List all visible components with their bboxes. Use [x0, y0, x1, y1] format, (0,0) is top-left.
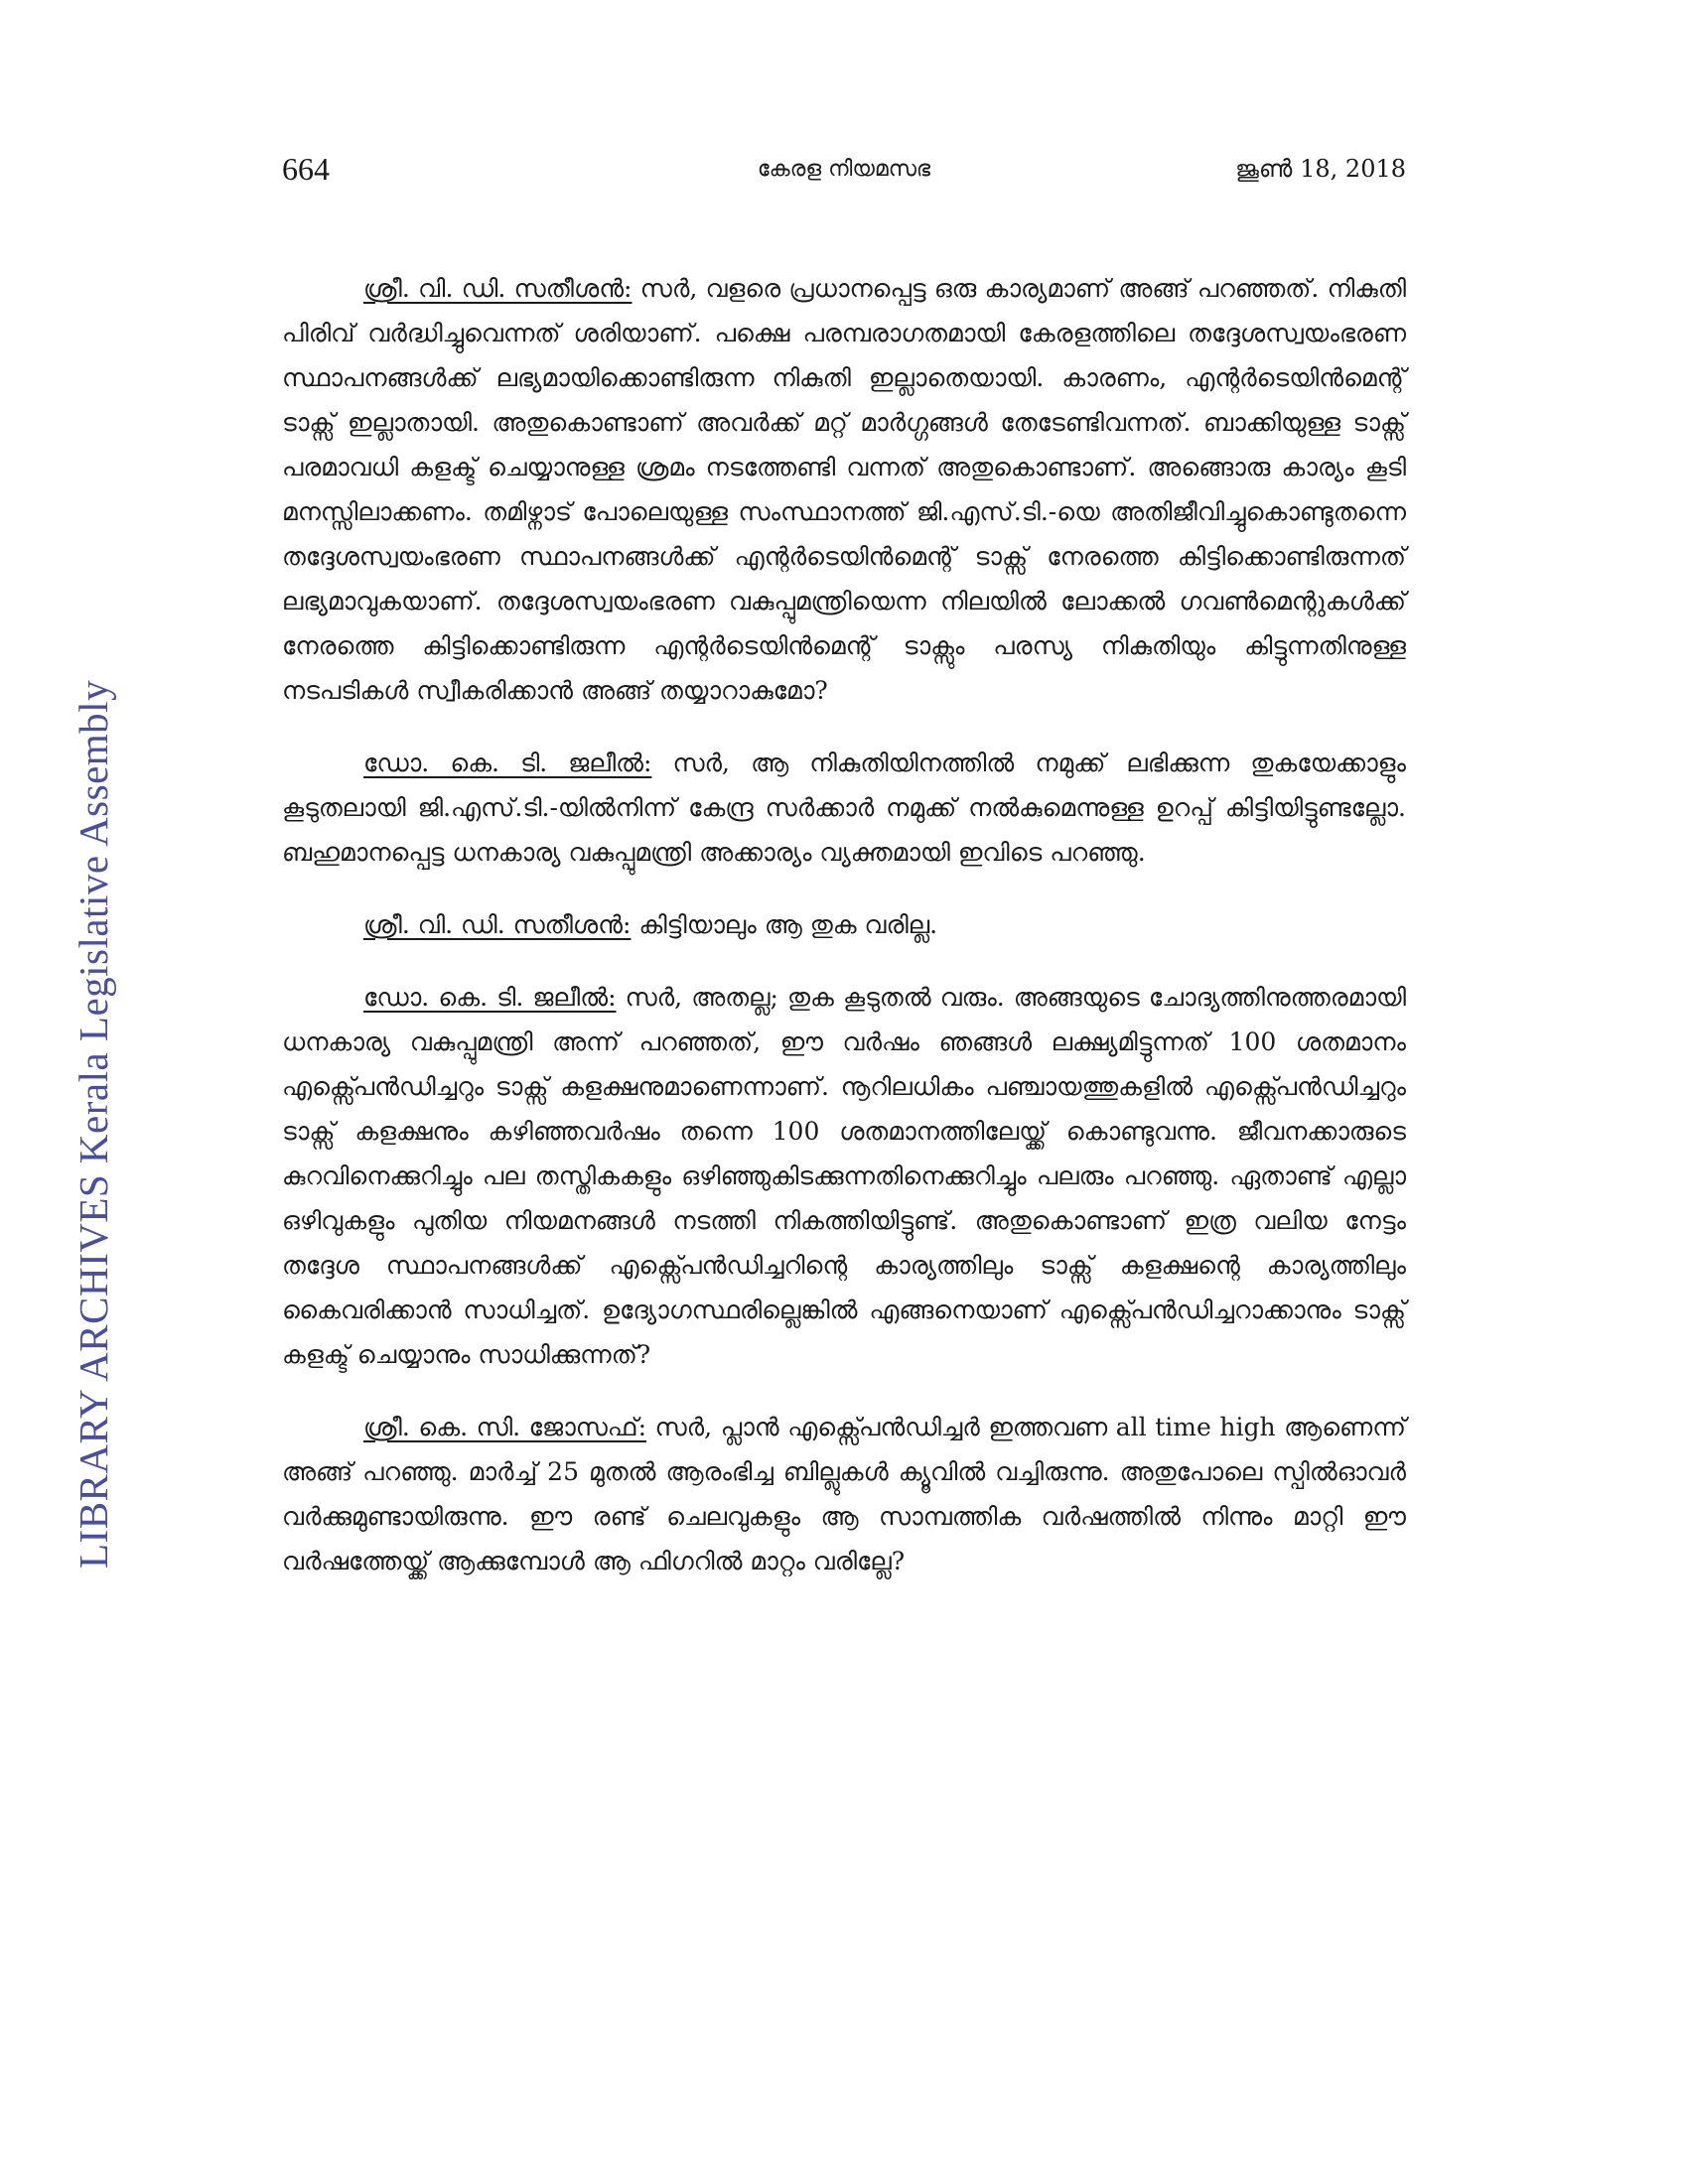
speaker-name: ശ്രീ. കെ. സി. ജോസഫ്: — [363, 1413, 647, 1441]
paragraph — [282, 266, 1406, 713]
speech-text: സർ, പ്ലാൻ എക്സ്പെൻഡിച്ചർ ഇത്തവണ all time high ആണെന്ന് അങ്ങ് പറഞ്ഞു. മാർച്ച് 25 മുതൽ ആരംഭിച്ച ബില്ലുകൾ ക്യൂവിൽ വച്ചിരുന്നു. അതുപോലെ സ്പിൽഓവർ വർക്കുമുണ്ടായിരുന്നു. ഈ രണ്ട് ചെലവുകളും ആ സാമ്പത്തിക വർഷത്തിൽ നിന്നും മാറ്റി ഈ വർഷത്തേയ്ക്ക് ആക്കുമ്പോൾ ആ ഫിഗറിൽ മാറ്റം വരില്ലേ? — [282, 1413, 1406, 1575]
paragraph — [282, 975, 1406, 1377]
speaker-name: ശ്രീ. വി. ഡി. സതീശൻ: — [363, 910, 632, 939]
archive-watermark: LIBRARY ARCHIVES Kerala Legislative Assembly — [70, 679, 116, 1569]
running-title: കേരള നിയമസഭ — [757, 157, 931, 182]
paragraph — [282, 1405, 1406, 1583]
speaker-name: ശ്രീ. വി. ഡി. സതീശൻ: — [363, 274, 633, 303]
page-date: ജൂൺ 18, 2018 — [1235, 155, 1406, 183]
speech-text: സർ, അതല്ല; തുക കൂടുതൽ വരും. അങ്ങയുടെ ചോദ്യത്തിനുത്തരമായി ധനകാര്യ വകുപ്പുമന്ത്രി അന്ന് പറഞ്ഞത്, ഈ വർഷം ഞങ്ങൾ ലക്ഷ്യമിട്ടുന്നത് 100 ശതമാനം എക്സ്പെൻഡിച്ചറും ടാക്സ് കളക്ഷനുമാണെന്നാണ്. നൂറിലധികം പഞ്ചായത്തുകളിൽ എക്സ്പെൻഡിച്ചറും ടാക്സ് കളക്ഷനും കഴിഞ്ഞവർഷം തന്നെ 100 ശതമാനത്തിലേയ്ക്ക് കൊണ്ടുവന്നു. ജീവനക്കാരുടെ കുറവിനെക്കുറിച്ചും പല തസ്തികകളും ഒഴിഞ്ഞുകിടക്കുന്നതിനെക്കുറിച്ചും പലരും പറഞ്ഞു. ഏതാണ്ട് എല്ലാ ഒഴിവുകളും പുതിയ നിയമനങ്ങൾ നടത്തി നികത്തിയിട്ടുണ്ട്. അതുകൊണ്ടാണ് ഇത്ര വലിയ നേട്ടം തദ്ദേശ സ്ഥാപനങ്ങൾക്ക് എക്സ്പെൻഡിച്ചറിന്റെ കാര്യത്തിലും ടാക്സ് കളക്ഷന്റെ കാര്യത്തിലും കൈവരിക്കാൻ സാധിച്ചത്. ഉദ്യോഗസ്ഥരില്ലെങ്കിൽ എങ്ങനെയാണ് എക്സ്പെൻഡിച്ചറാക്കാനും ടാക്സ് കളക്ട് ചെയ്യാനും സാധിക്കുന്നത്? — [282, 983, 1406, 1369]
speech-text: കിട്ടിയാലും ആ തുക വരില്ല. — [631, 910, 938, 939]
speech-text: സർ, വളരെ പ്രധാനപ്പെട്ട ഒരു കാര്യമാണ് അങ്ങ് പറഞ്ഞത്. നികുതി പിരിവ് വർദ്ധിച്ചുവെന്നത് ശരിയാണ്. പക്ഷെ പരമ്പരാഗതമായി കേരളത്തിലെ തദ്ദേശസ്വയംഭരണ സ്ഥാപനങ്ങൾക്ക് ലഭ്യമായിക്കൊണ്ടിരുന്ന നികുതി ഇല്ലാതെയായി. കാരണം, എന്റർടെയിൻമെന്റ് ടാക്സ് ഇല്ലാതായി. അതുകൊണ്ടാണ് അവർക്ക് മറ്റ് മാർഗ്ഗങ്ങൾ തേടേണ്ടിവന്നത്. ബാക്കിയുള്ള ടാക്സ് പരമാവധി കളക്ട് ചെയ്യാനുള്ള ശ്രമം നടത്തേണ്ടി വന്നത് അതുകൊണ്ടാണ്. അങ്ങൊരു കാര്യം കൂടി മനസ്സിലാക്കണം. തമിഴ്നാട് പോലെയുള്ള സംസ്ഥാനത്ത് ജി.എസ്.ടി.-യെ അതിജീവിച്ചുകൊണ്ടുതന്നെ തദ്ദേശസ്വയംഭരണ സ്ഥാപനങ്ങൾക്ക് എന്റർടെയിൻമെന്റ് ടാക്സ് നേരത്തെ കിട്ടിക്കൊണ്ടിരുന്നത് ലഭ്യമാവുകയാണ്. തദ്ദേശസ്വയംഭരണ വകുപ്പുമന്ത്രിയെന്ന നിലയിൽ ലോക്കൽ ഗവൺമെന്റുകൾക്ക് നേരത്തെ കിട്ടിക്കൊണ്ടിരുന്ന എന്റർടെയിൻമെന്റ് ടാക്സും പരസ്യ നികുതിയും കിട്ടുന്നതിനുള്ള നടപടികൾ സ്വീകരിക്കാൻ അങ്ങ് തയ്യാറാകുമോ? — [282, 274, 1406, 705]
page-number: 664 — [282, 151, 330, 187]
paragraph — [282, 902, 1406, 947]
speaker-name: ഡോ. കെ. ടി. ജലീൽ: — [363, 983, 617, 1012]
page-header — [282, 151, 1406, 191]
paragraph — [282, 741, 1406, 875]
speech-text: സർ, ആ നികുതിയിനത്തിൽ നമുക്ക് ലഭിക്കുന്ന തുകയേക്കാളും കൂടുതലായി ജി.എസ്.ടി.-യിൽനിന്ന് കേന്ദ്ര സർക്കാർ നമുക്ക് നൽകുമെന്നുള്ള ഉറപ്പ് കിട്ടിയിട്ടുണ്ടല്ലോ. ബഹുമാനപ്പെട്ട ധനകാര്യ വകുപ്പുമന്ത്രി അക്കാര്യം വ്യക്തമായി ഇവിടെ പറഞ്ഞു. — [282, 749, 1406, 867]
speaker-name: ഡോ. കെ. ടി. ജലീൽ: — [363, 749, 652, 777]
proceedings-body — [282, 266, 1406, 1611]
